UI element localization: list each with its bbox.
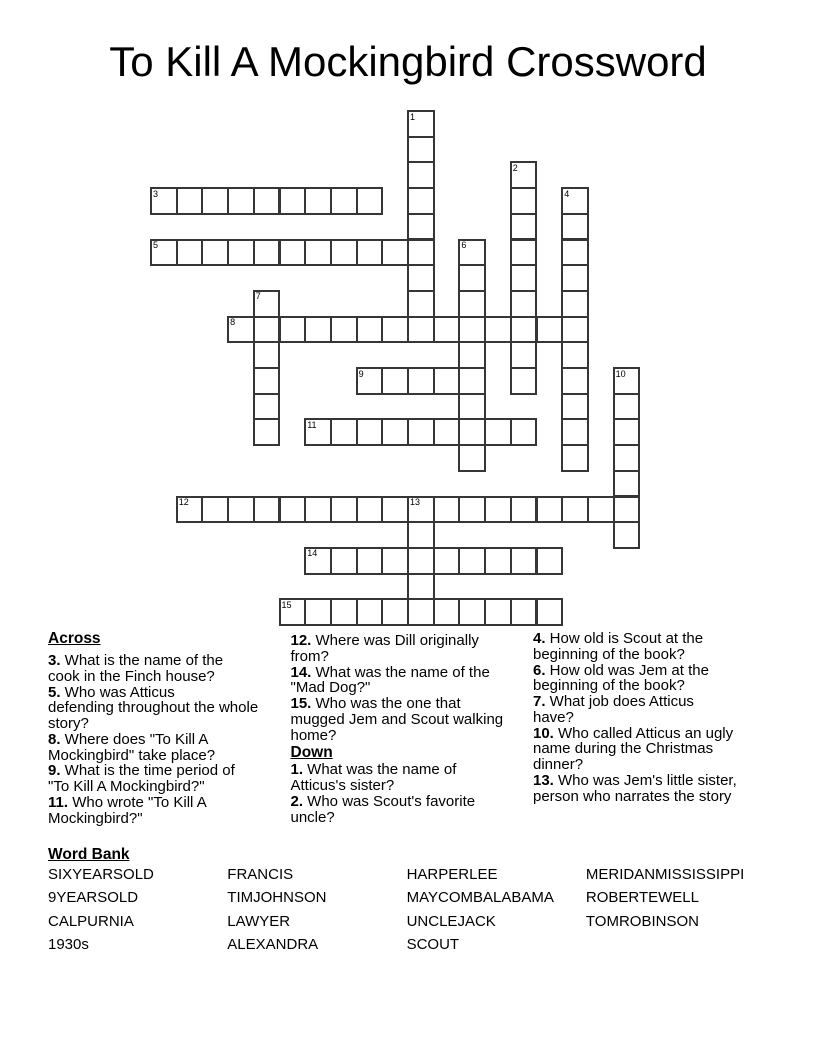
- word-bank-word: CALPURNIA: [48, 912, 134, 930]
- grid-cell[interactable]: [510, 316, 538, 344]
- grid-cell[interactable]: [433, 367, 461, 395]
- grid-cell[interactable]: [407, 187, 435, 215]
- clue-number: 12.: [290, 632, 312, 649]
- grid-cell[interactable]: [458, 393, 486, 421]
- clue-5: 5. Who was Atticus defending throughout the whole story?: [48, 683, 259, 732]
- grid-cell-number: 15: [281, 599, 292, 610]
- clue-15: 15. Who was the one that mugged Jem and Scout walking home?: [290, 695, 504, 744]
- grid-cell[interactable]: [304, 187, 332, 215]
- grid-cell[interactable]: [330, 187, 358, 215]
- grid-cell[interactable]: [510, 213, 538, 241]
- grid-cell[interactable]: [253, 316, 281, 344]
- grid-cell[interactable]: [484, 418, 512, 446]
- grid-cell[interactable]: [381, 316, 409, 344]
- grid-cell[interactable]: [279, 187, 307, 215]
- grid-cell[interactable]: [381, 598, 409, 626]
- grid-cell[interactable]: [381, 496, 409, 524]
- grid-cell[interactable]: [561, 496, 589, 524]
- grid-cell[interactable]: [510, 598, 538, 626]
- word-bank-list: [48, 867, 793, 960]
- grid-cell[interactable]: [407, 418, 435, 446]
- word-bank-word: SIXYEARSOLD: [48, 866, 154, 883]
- grid-cell[interactable]: [279, 496, 307, 524]
- grid-cell[interactable]: [407, 290, 435, 318]
- grid-cell[interactable]: [356, 496, 384, 524]
- grid-cell[interactable]: [484, 547, 512, 575]
- clue-3: 3. What is the name of the cook in the Finch house?: [48, 652, 224, 685]
- grid-cell[interactable]: [458, 290, 486, 318]
- clue-number: 13.: [533, 771, 554, 789]
- clue-9: 9. What is the time period of "To Kill A Mockingbird?": [48, 762, 235, 795]
- grid-cell[interactable]: [381, 367, 409, 395]
- clue-number: 6.: [533, 661, 546, 679]
- grid-cell[interactable]: [201, 239, 229, 267]
- clue-number: 7.: [533, 693, 546, 710]
- grid-cell[interactable]: [536, 496, 564, 524]
- grid-cell[interactable]: [304, 239, 332, 267]
- grid-cell[interactable]: [458, 418, 486, 446]
- word-bank-word: 1930s: [48, 935, 89, 953]
- grid-cell[interactable]: [253, 239, 281, 267]
- grid-cell[interactable]: [536, 598, 564, 626]
- across-header: Across: [48, 630, 101, 647]
- grid-cell[interactable]: [356, 547, 384, 575]
- grid-cell[interactable]: [356, 598, 384, 626]
- word-bank-word: LAWYER: [227, 912, 291, 930]
- grid-cell[interactable]: [407, 367, 435, 395]
- clue-number: 9.: [48, 762, 61, 780]
- grid-cell-number: 13: [410, 497, 421, 507]
- grid-cell[interactable]: [227, 187, 255, 215]
- clue-2: 2. Who was Scout's favorite uncle?: [290, 792, 476, 826]
- grid-cell[interactable]: [407, 213, 435, 241]
- page-title: To Kill A Mockingbird Crossword: [109, 38, 707, 85]
- grid-cell[interactable]: [330, 316, 358, 344]
- grid-cell[interactable]: [458, 367, 486, 395]
- clue-6: 6. How old was Jem at the beginning of the book?: [533, 661, 709, 695]
- clue-number: 15.: [290, 695, 312, 712]
- grid-cell[interactable]: [304, 316, 332, 344]
- grid-cell[interactable]: [253, 341, 281, 369]
- grid-cell[interactable]: [613, 470, 641, 498]
- grid-cell[interactable]: [330, 239, 358, 267]
- grid-cell[interactable]: [407, 573, 435, 601]
- grid-cell[interactable]: [433, 316, 461, 344]
- grid-cell-number: 8: [230, 317, 236, 328]
- word-bank-section: [48, 845, 793, 960]
- clue-13: 13. Who was Jem's little sister, person who narrates the story: [533, 771, 737, 805]
- word-bank-empty: [586, 937, 793, 960]
- grid-cell[interactable]: [613, 496, 641, 524]
- clue-12: 12. Where was Dill originally from?: [290, 632, 479, 665]
- grid-cell[interactable]: [330, 598, 358, 626]
- grid-cell[interactable]: [458, 341, 486, 369]
- clue-number: 3.: [48, 652, 61, 669]
- clue-number: 5.: [48, 683, 61, 701]
- clue-column: [48, 629, 291, 826]
- grid-cell[interactable]: [613, 444, 641, 472]
- grid-cell[interactable]: [561, 341, 589, 369]
- clue-1: 1. What was the name of Atticus's sister?: [290, 761, 457, 794]
- grid-cell[interactable]: [510, 341, 538, 369]
- grid-cell[interactable]: [253, 418, 281, 446]
- grid-cell[interactable]: [510, 496, 538, 524]
- grid-cell[interactable]: [407, 316, 435, 344]
- clue-number: 1.: [290, 761, 304, 779]
- clue-8: 8. Where does "To Kill A Mockingbird" take place?: [48, 730, 216, 764]
- grid-cell[interactable]: [201, 496, 229, 524]
- grid-cell[interactable]: [253, 187, 281, 215]
- word-bank-word: FRANCIS: [227, 866, 294, 883]
- grid-cell[interactable]: [253, 393, 281, 421]
- grid-cell[interactable]: [176, 239, 204, 267]
- grid-cell[interactable]: [227, 496, 255, 524]
- grid-cell[interactable]: [458, 598, 486, 626]
- grid-cell[interactable]: [407, 598, 435, 626]
- grid-cell[interactable]: [407, 547, 435, 575]
- grid-cell[interactable]: [561, 290, 589, 318]
- word-bank-header: Word Bank: [48, 846, 130, 863]
- grid-cell[interactable]: [561, 418, 589, 446]
- grid-cell[interactable]: [356, 187, 384, 215]
- grid-cell-number: 3: [153, 188, 159, 199]
- word-bank-word: MERIDANMISSISSIPPI: [585, 866, 745, 883]
- grid-cell[interactable]: [561, 316, 589, 344]
- grid-cell[interactable]: [458, 496, 486, 524]
- word-bank-word: TOMROBINSON: [585, 912, 699, 930]
- grid-cell-number: 14: [307, 548, 318, 559]
- grid-cell[interactable]: [407, 136, 435, 164]
- clue-10: 10. Who called Atticus an ugly name during the Christmas dinner?: [533, 724, 734, 773]
- grid-cell[interactable]: [381, 239, 409, 267]
- grid-cell[interactable]: [227, 239, 255, 267]
- grid-cell[interactable]: [253, 496, 281, 524]
- down-header: Down: [290, 744, 333, 762]
- word-bank-word: HARPERLEE: [406, 866, 498, 883]
- grid-cell[interactable]: [536, 316, 564, 344]
- grid-cell[interactable]: [433, 598, 461, 626]
- clue-number: 10.: [533, 724, 554, 742]
- grid-cell[interactable]: [330, 547, 358, 575]
- grid-cell[interactable]: [510, 187, 538, 215]
- grid-cell[interactable]: [304, 598, 332, 626]
- grid-cell[interactable]: [433, 418, 461, 446]
- grid-cell[interactable]: [433, 496, 461, 524]
- grid-cell-number: 1: [410, 111, 416, 122]
- grid-cell[interactable]: [510, 367, 538, 395]
- grid-cell[interactable]: [279, 239, 307, 267]
- word-bank-word: SCOUT: [406, 935, 460, 953]
- grid-cell[interactable]: [561, 213, 589, 241]
- grid-cell[interactable]: [458, 264, 486, 292]
- clue-column: [291, 629, 534, 826]
- grid-cell[interactable]: [510, 239, 538, 267]
- grid-cell[interactable]: [613, 521, 641, 549]
- word-bank-word: UNCLEJACK: [406, 912, 496, 930]
- grid-cell[interactable]: [279, 316, 307, 344]
- clue-number: 11.: [48, 793, 69, 811]
- grid-cell[interactable]: [510, 290, 538, 318]
- word-bank-word: ALEXANDRA: [227, 935, 319, 953]
- grid-cell-number: 2: [512, 162, 518, 173]
- word-bank-word: ROBERTEWELL: [585, 889, 699, 907]
- grid-cell[interactable]: [510, 547, 538, 575]
- clue-14: 14. What was the name of the "Mad Dog?": [290, 663, 490, 697]
- grid-cell[interactable]: [561, 264, 589, 292]
- grid-cell[interactable]: [587, 496, 615, 524]
- clue-number: 14.: [290, 663, 312, 681]
- grid-cell[interactable]: [561, 444, 589, 472]
- grid-cell[interactable]: [484, 598, 512, 626]
- clue-number: 8.: [48, 730, 61, 748]
- grid-cell[interactable]: [484, 496, 512, 524]
- grid-cell-number: 9: [358, 368, 364, 379]
- grid-cell[interactable]: [253, 367, 281, 395]
- grid-cell[interactable]: [561, 367, 589, 395]
- grid-cell-number: 4: [564, 188, 570, 199]
- grid-cell[interactable]: [356, 316, 384, 344]
- grid-cell-number: 7: [255, 291, 261, 302]
- grid-cell-number: 6: [461, 240, 467, 250]
- clue-4: 4. How old is Scout at the beginning of the book?: [533, 630, 704, 663]
- grid-cell[interactable]: [407, 521, 435, 549]
- grid-cell[interactable]: [330, 418, 358, 446]
- word-bank-word: 9YEARSOLD: [48, 889, 139, 907]
- grid-cell[interactable]: [613, 418, 641, 446]
- grid-cell[interactable]: [381, 547, 409, 575]
- clue-7: 7. What job does Atticus have?: [533, 693, 694, 726]
- clue-number: 4.: [533, 630, 546, 647]
- clue-column: [533, 629, 776, 826]
- grid-cell[interactable]: [613, 393, 641, 421]
- grid-cell[interactable]: [304, 496, 332, 524]
- grid-cell[interactable]: [510, 418, 538, 446]
- grid-cell[interactable]: [381, 418, 409, 446]
- grid-cell[interactable]: [458, 316, 486, 344]
- grid-cell[interactable]: [458, 444, 486, 472]
- grid-cell[interactable]: [407, 161, 435, 189]
- grid-cell[interactable]: [330, 496, 358, 524]
- grid-cell[interactable]: [356, 239, 384, 267]
- word-bank-word: MAYCOMBALABAMA: [406, 889, 554, 907]
- grid-cell[interactable]: [458, 547, 486, 575]
- grid-cell[interactable]: [176, 187, 204, 215]
- grid-cell[interactable]: [536, 547, 564, 575]
- grid-cell[interactable]: [433, 547, 461, 575]
- grid-cell[interactable]: [484, 316, 512, 344]
- grid-cell[interactable]: [561, 393, 589, 421]
- grid-cell-number: 5: [153, 240, 159, 250]
- grid-cell[interactable]: [356, 418, 384, 446]
- clue-11: 11. Who wrote "To Kill A Mockingbird?": [48, 793, 207, 827]
- grid-cell[interactable]: [201, 187, 229, 215]
- grid-cell[interactable]: [561, 239, 589, 267]
- grid-cell-number: 10: [615, 368, 626, 379]
- grid-cell[interactable]: [407, 264, 435, 292]
- grid-cell[interactable]: [510, 264, 538, 292]
- grid-cell[interactable]: [407, 239, 435, 267]
- word-bank-word: TIMJOHNSON: [227, 889, 327, 907]
- clue-number: 2.: [290, 792, 304, 810]
- grid-cell-number: 12: [178, 497, 189, 507]
- grid-cell-number: 11: [307, 419, 317, 430]
- clues-section: [48, 629, 776, 826]
